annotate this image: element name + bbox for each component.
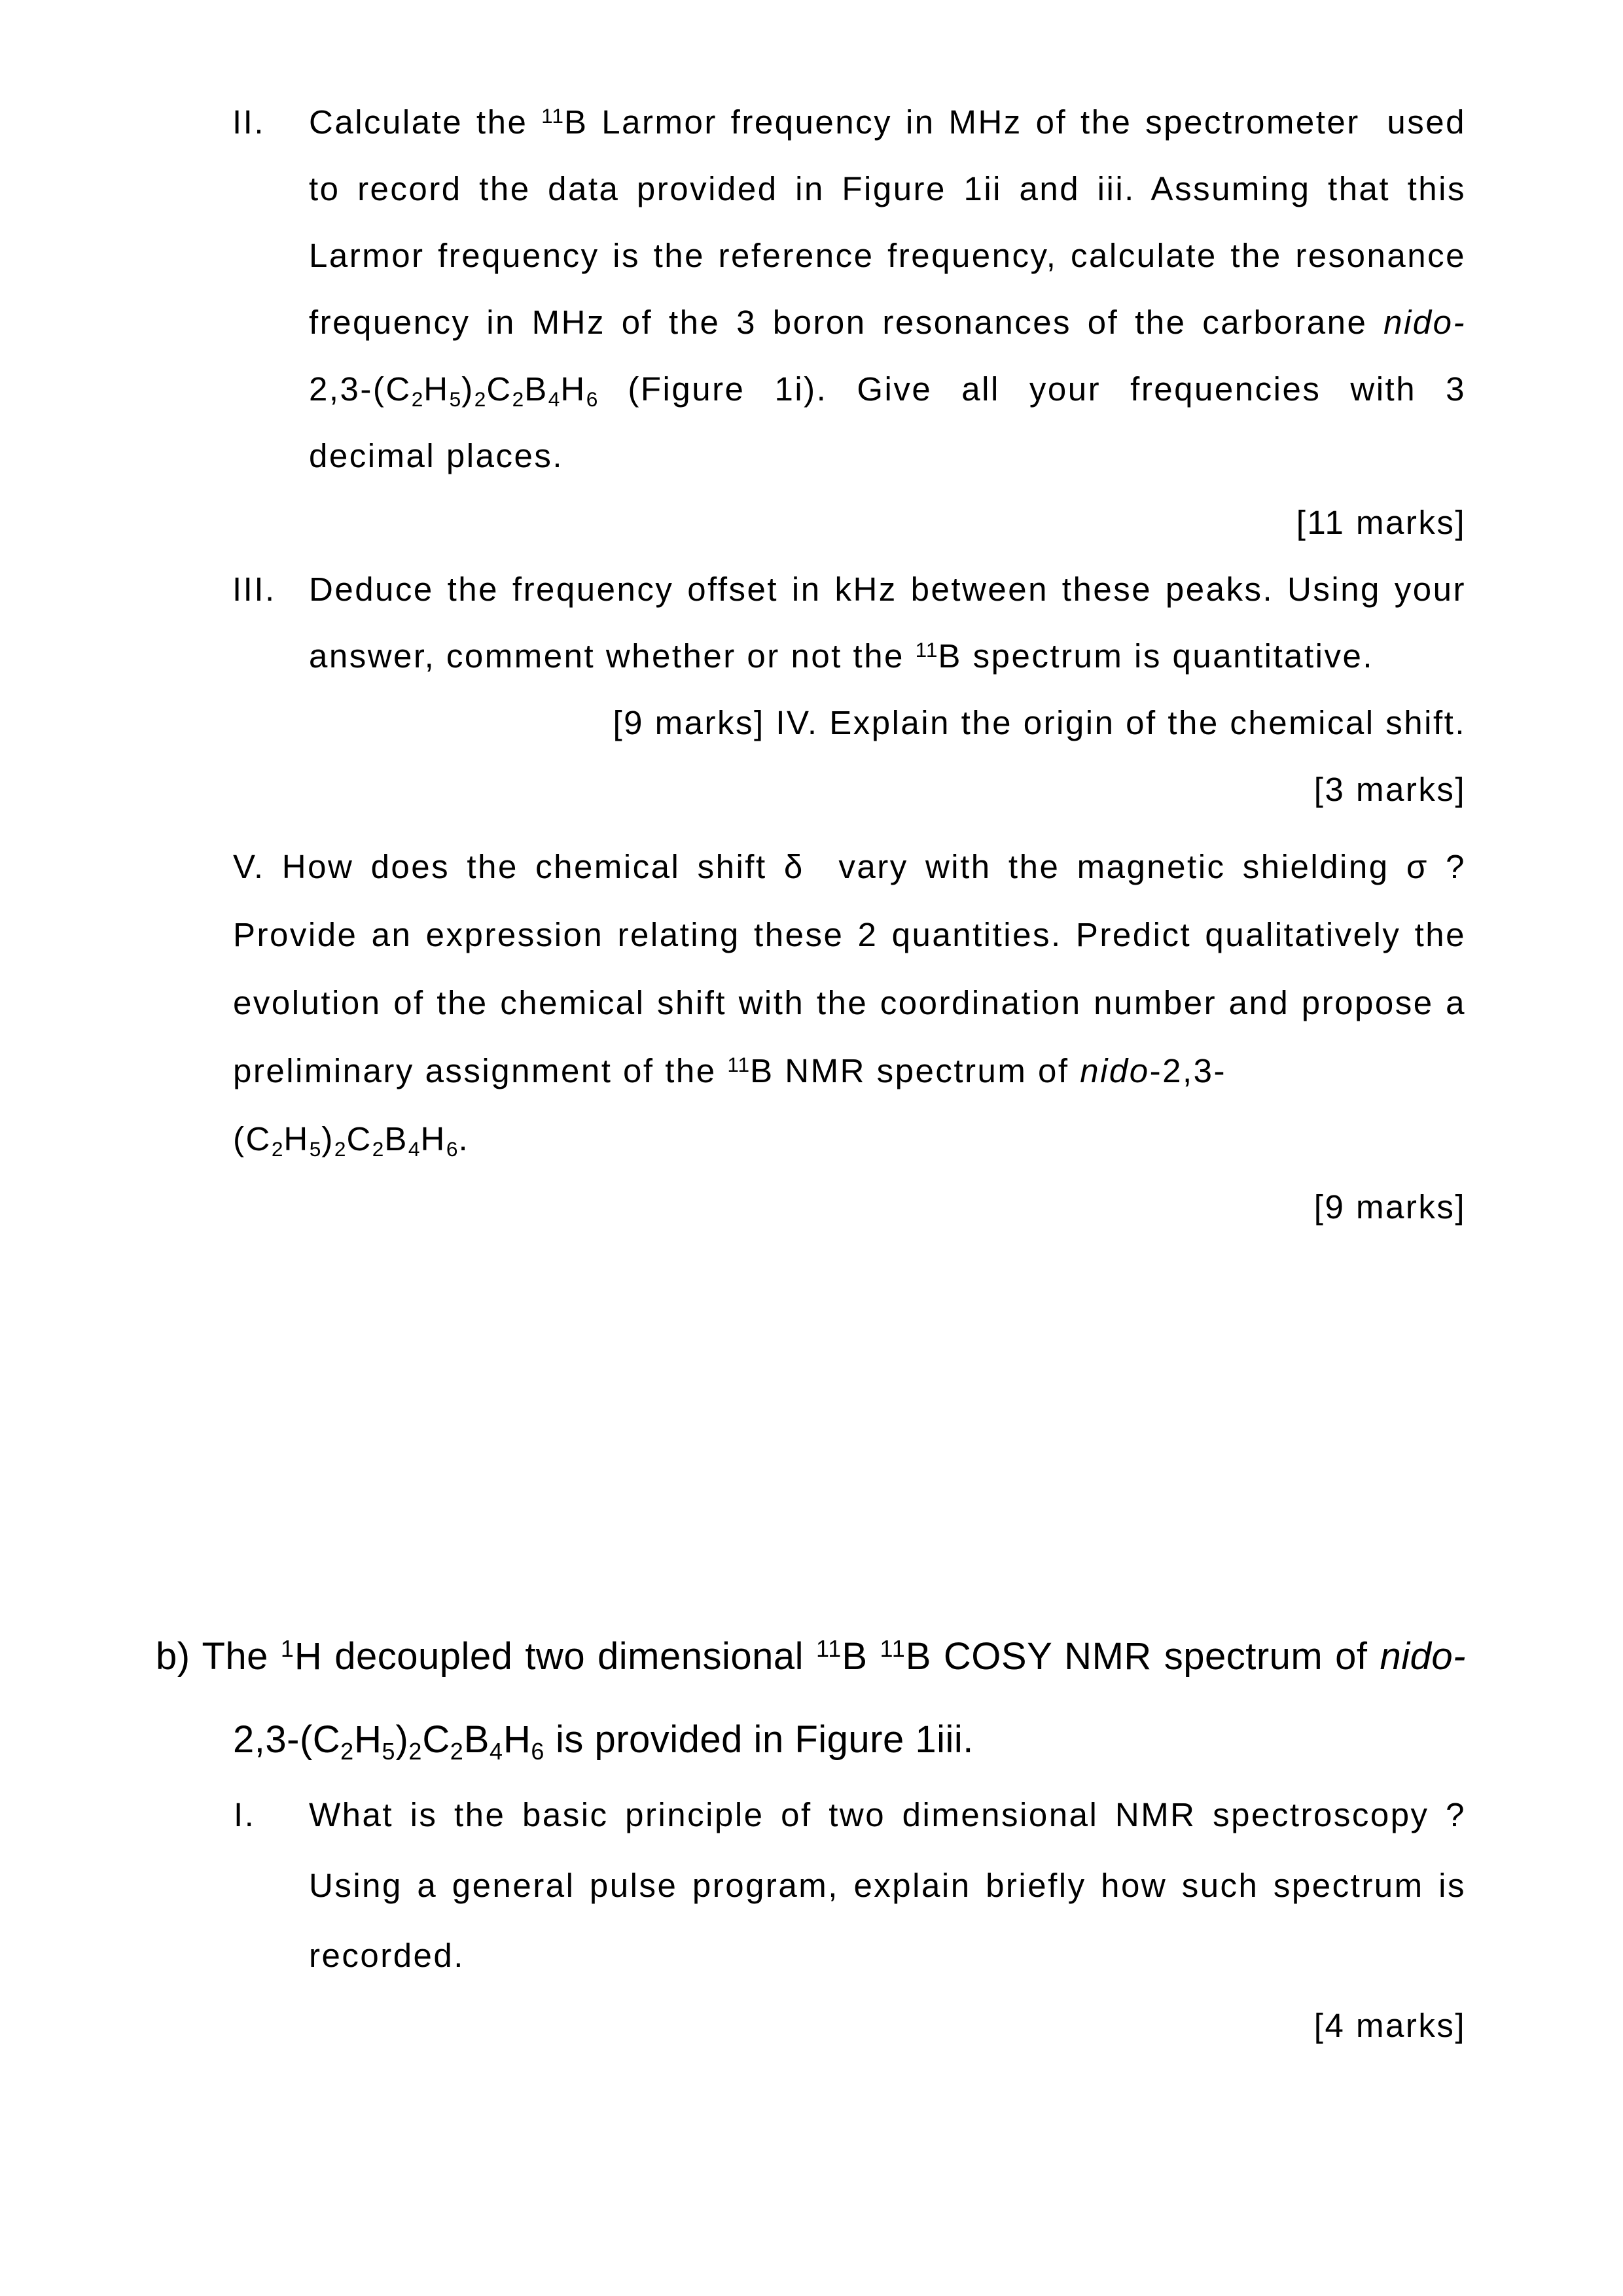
para-v-line-5 <box>233 1122 1466 1160</box>
text-run: 11 <box>880 1635 906 1663</box>
text-run: 2 <box>372 1137 385 1161</box>
text-run: [11 marks] <box>1296 504 1466 541</box>
text-run: frequency in MHz of the 3 boron resonances of the carborane <box>309 304 1384 341</box>
text-run: 5 <box>309 1137 322 1161</box>
text-run: is provided in Figure 1iii. <box>544 1718 974 1761</box>
text-run: Larmor frequency is the reference frequency, calculate the resonance <box>309 237 1466 274</box>
text-run: [9 marks] <box>1313 1188 1466 1226</box>
item-i-line-1 <box>234 1796 1466 1833</box>
item-iii-line-2 <box>309 639 1466 677</box>
text-run: C <box>486 370 512 408</box>
text-run: nido- <box>1383 304 1466 341</box>
text-run: Provide an expression relating these 2 quantities. Predict qualitatively the <box>233 916 1466 953</box>
text-run: b) The <box>156 1635 281 1678</box>
text-run: C <box>346 1120 372 1157</box>
text-run: Calculate the <box>309 103 542 141</box>
text-run: 11 <box>915 637 938 662</box>
item-i-line-3 <box>309 1939 1466 1972</box>
marks-11 <box>309 506 1466 539</box>
text-run: (Figure 1i). Give all your frequencies with 3 <box>598 370 1466 408</box>
item-ii-line-1 <box>232 103 1466 143</box>
text-run: 4 <box>408 1137 421 1161</box>
text-run: H <box>423 370 450 408</box>
text-run: B <box>524 370 548 408</box>
marks-9-and-item-iv <box>309 706 1466 739</box>
text-run: decimal places. <box>309 437 563 474</box>
item-ii-line-3 <box>309 239 1466 272</box>
item-i-line-2 <box>309 1869 1466 1902</box>
text-run: nido <box>1080 1052 1150 1089</box>
text-run: 2 <box>411 387 424 412</box>
list-marker: III. <box>232 571 276 608</box>
list-marker: I. <box>234 1796 256 1833</box>
text-run: Deduce the frequency offset in kHz between these peaks. Using your <box>309 571 1466 608</box>
text-run: [9 marks] IV. Explain the origin of the chemical shift. <box>613 704 1466 741</box>
text-run: . <box>458 1120 470 1157</box>
text-run: 2 <box>334 1137 347 1161</box>
text-run: 11 <box>541 103 564 128</box>
item-ii-line-4 <box>309 306 1466 339</box>
text-run: 2 <box>340 1737 355 1765</box>
item-iii-line-1 <box>232 571 1466 608</box>
para-b-line-2 <box>233 1718 1466 1765</box>
text-run: nido- <box>1380 1635 1466 1678</box>
marks-4 <box>309 2009 1466 2042</box>
text-run: C <box>422 1718 450 1761</box>
text-run: 2 <box>474 387 487 412</box>
text-run: B spectrum is quantitative. <box>938 637 1374 675</box>
text-run: V. How does the chemical shift δ vary with the magnetic shielding σ ? <box>233 848 1466 885</box>
text-run: What is the basic principle of two dimensional NMR spectroscopy ? <box>309 1796 1466 1833</box>
text-run: 2,3-(C <box>233 1718 341 1761</box>
text-run: B <box>842 1635 880 1678</box>
text-run: 6 <box>531 1737 545 1765</box>
text-run: H <box>420 1120 446 1157</box>
marks-3 <box>309 773 1466 806</box>
text-run: ) <box>461 370 474 408</box>
text-run: 5 <box>382 1737 396 1765</box>
text-run: evolution of the chemical shift with the coordination number and propose a <box>233 984 1466 1021</box>
text-run: 2 <box>450 1737 464 1765</box>
text-run: B COSY NMR spectrum of <box>905 1635 1380 1678</box>
para-v-line-3 <box>233 986 1466 1019</box>
text-run: 11 <box>815 1635 842 1663</box>
text-run: [3 marks] <box>1313 771 1466 808</box>
para-v-line-2 <box>233 918 1466 951</box>
text-run: B Larmor frequency in MHz of the spectrometer used <box>563 103 1466 141</box>
text-run: H <box>560 370 586 408</box>
text-run: H <box>283 1120 310 1157</box>
para-b-line-1 <box>156 1635 1466 1680</box>
item-ii-line-6 <box>309 439 1466 472</box>
text-run: B <box>463 1718 490 1761</box>
item-ii-line-5 <box>309 372 1466 410</box>
text-run: 2 <box>512 387 525 412</box>
text-run: 6 <box>446 1137 459 1161</box>
text-run: 2 <box>408 1737 423 1765</box>
text-run: [4 marks] <box>1313 2007 1466 2044</box>
para-v-line-4 <box>233 1054 1466 1092</box>
item-ii-line-2 <box>309 172 1466 205</box>
text-run: (C <box>233 1120 272 1157</box>
list-marker: II. <box>232 103 266 141</box>
text-run: H <box>503 1718 531 1761</box>
text-run: Using a general pulse program, explain briefly how such spectrum is <box>309 1867 1466 1904</box>
text-run: ) <box>321 1120 334 1157</box>
text-run: 6 <box>586 387 599 412</box>
text-run: 4 <box>489 1737 503 1765</box>
text-run: H decoupled two dimensional <box>294 1635 816 1678</box>
text-run: 1 <box>280 1635 294 1663</box>
text-run: 2,3-(C <box>309 370 412 408</box>
text-run: recorded. <box>309 1937 465 1974</box>
text-run: H <box>354 1718 382 1761</box>
text-run: B <box>384 1120 408 1157</box>
text-run: 4 <box>548 387 561 412</box>
text-run: B NMR spectrum of <box>750 1052 1080 1089</box>
text-run: 5 <box>449 387 462 412</box>
text-run: to record the data provided in Figure 1ii and iii. Assuming that this <box>309 170 1466 207</box>
text-run: 2 <box>271 1137 284 1161</box>
text-run: preliminary assignment of the <box>233 1052 728 1089</box>
text-run: 11 <box>727 1052 751 1076</box>
marks-9 <box>233 1190 1466 1224</box>
text-run: answer, comment whether or not the <box>309 637 916 675</box>
text-run: -2,3- <box>1149 1052 1227 1089</box>
para-v-line-1 <box>233 850 1466 883</box>
text-run: ) <box>395 1718 409 1761</box>
